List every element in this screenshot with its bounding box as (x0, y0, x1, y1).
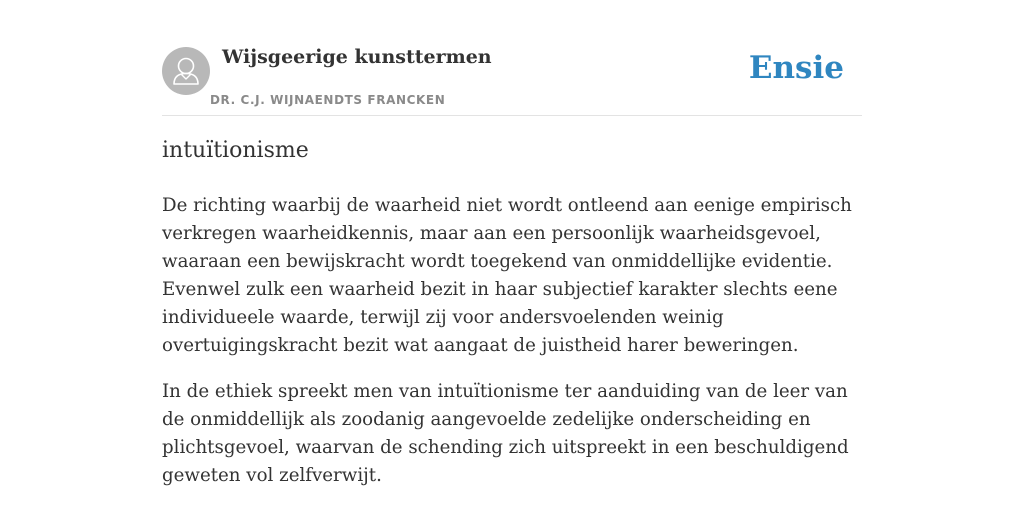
ensie-logo[interactable]: Ensie (748, 50, 844, 86)
entry-term-title: intuïtionisme (162, 138, 309, 163)
user-avatar-icon[interactable] (162, 47, 210, 95)
book-title[interactable]: Wijsgeerige kunsttermen (222, 46, 492, 68)
entry-paragraph: De richting waarbij de waarheid niet wordt ontleend aan eenige empirisch verkregen waarheidkennis, maar aan een persoonlijk waarheidsgevoel, waaraan een bewijskracht wordt toegekend van onmiddellijke evidentie. Evenwel zulk een waarheid bezit in haar subjectief karakter slechts eene individueele waarde, terwijl zij voor andersvoelenden weinig overtuigingskracht bezit wat aangaat de juistheid harer beweringen. (162, 195, 852, 356)
entry-paragraph: In de ethiek spreekt men van intuïtionisme ter aanduiding van de leer van de onmiddellijk als zoodanig aangevoelde zedelijke onderscheiding en plichtsgevoel, waarvan de schending zich uitspreekt in een beschuldigend geweten vol zelfverwijt. (162, 381, 849, 486)
entry-body (162, 192, 866, 508)
author-name[interactable]: DR. C.J. WIJNAENDTS FRANCKEN (210, 93, 446, 107)
entry-header (162, 40, 862, 116)
